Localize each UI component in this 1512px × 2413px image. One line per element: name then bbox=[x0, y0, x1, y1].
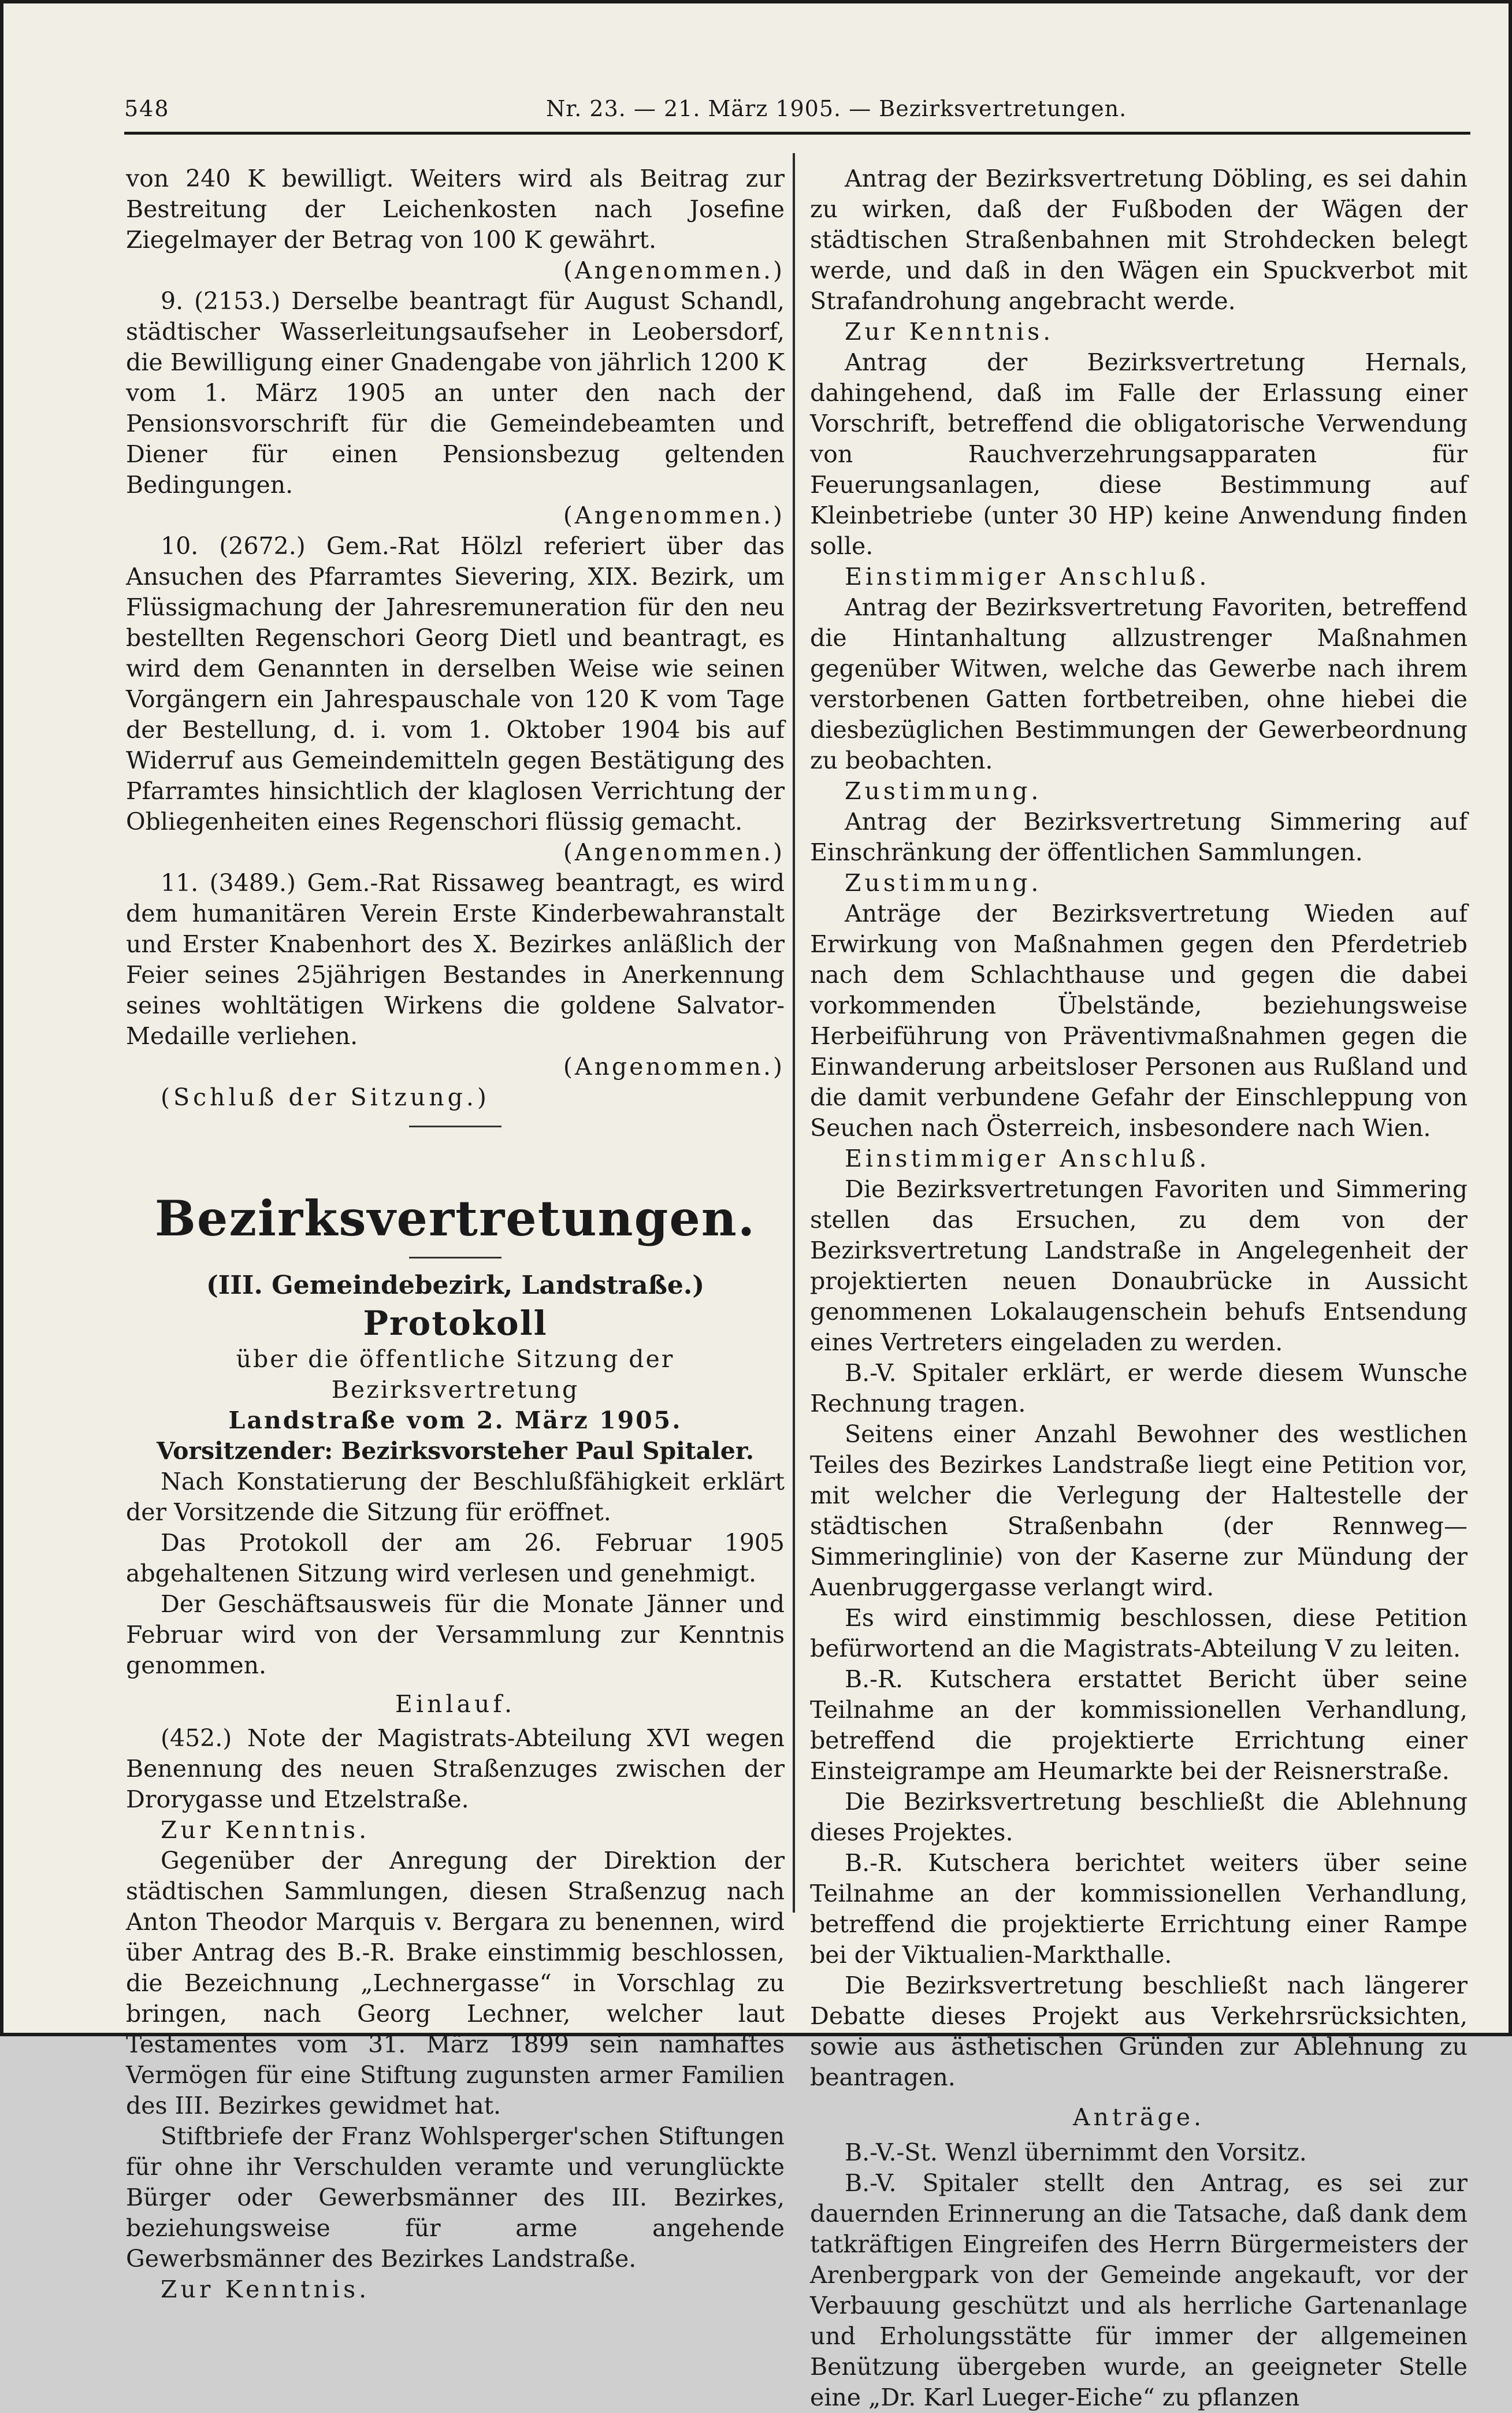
paragraph: Antrag der Bezirksvertretung Hernals, dahingehend, daß im Falle der Erlassung einer Vorschrift, betreffend die obligatorische Verwendung von Rauchverzehrungsapparaten für Feuerungsanlagen, diese Bestimmung auf Kleinbetriebe (unter 30 HP) keine Anwendung finden solle. bbox=[810, 348, 1468, 560]
paragraph: 11. (3489.) Gem.-Rat Rissaweg beantragt, es wird dem humanitären Verein Erste Kinderbewahranstalt und Erster Knabenhort des X. Bezirkes anläßlich der Feier seines 25jährigen Bestandes in Anerkennung seines wohltätigen Wirkens die goldene Salvator-Medaille verliehen. bbox=[126, 869, 785, 1050]
paragraph: Antrag der Bezirksvertretung Simmering auf Einschränkung der öffentlichen Sammlungen. bbox=[810, 808, 1468, 866]
accepted-tag: (Angenommen.) bbox=[563, 1053, 785, 1081]
issue-line: Nr. 23. — 21. März 1905. — Bezirksvertretungen. bbox=[546, 96, 1127, 121]
resolution: Zur Kenntnis. bbox=[845, 318, 1054, 346]
section-title: Bezirksvertretungen. bbox=[154, 1190, 756, 1247]
page-header bbox=[124, 92, 1465, 127]
column-divider bbox=[793, 153, 795, 1913]
paragraph: 9. (2153.) Derselbe beantragt für August Schandl, städtischer Wasserleitungsaufseher in Leobersdorf, die Bewilligung einer Gnadengabe von jährlich 1200 K vom 1. März 1905 an unter den nach der Pensionsvorschrift für die Gemeindebeamten und Diener für einen Pensionsbezug geltenden Bedingungen. bbox=[126, 287, 785, 499]
accepted-tag: (Angenommen.) bbox=[563, 502, 785, 529]
resolution: Zustimmung. bbox=[845, 777, 1042, 805]
chairman-line: Vorsitzender: Bezirksvorsteher Paul Spitaler. bbox=[157, 1437, 754, 1465]
separator-rule bbox=[409, 1126, 501, 1127]
paragraph: Nach Konstatierung der Beschlußfähigkeit erklärt der Vorsitzende die Sitzung für eröffnet. bbox=[126, 1468, 785, 1526]
paragraph: B.-V. Spitaler stellt den Antrag, es sei zur dauernden Erinnerung an die Tatsache, daß dank dem tatkräftigen Eingreifen des Herrn Bürgermeisters der Arenbergpark von der Gemeinde angekauft, vor der Verbauung geschützt und als herrliche Gartenanlage und Erholungsstätte für immer der allgemeinen Benützung übergeben wurde, an geeigneter Stelle eine „Dr. Karl Lueger-Eiche“ zu pflanzen bbox=[810, 2169, 1468, 2411]
resolution: Einstimmiger Anschluß. bbox=[845, 563, 1210, 591]
paragraph: Die Bezirksvertretungen Favoriten und Simmering stellen das Ersuchen, zu dem von der Bezirksvertretung Landstraße in Angelegenheit der projektierten neuen Donaubrücke in Aussicht genommenen Lokalaugenschein behufs Entsendung eines Vertreters eingeladen zu werden. bbox=[810, 1175, 1468, 1356]
protokoll-date: Landstraße vom 2. März 1905. bbox=[228, 1406, 682, 1434]
resolution: Zustimmung. bbox=[845, 869, 1042, 897]
subsection-title: (III. Gemeindebezirk, Landstraße.) bbox=[206, 1271, 705, 1300]
protokoll-title: Protokoll bbox=[363, 1304, 548, 1343]
einlauf-heading: Einlauf. bbox=[395, 1690, 516, 1718]
paragraph: 10. (2672.) Gem.-Rat Hölzl referiert über das Ansuchen des Pfarramtes Sievering, XIX. Bezirk, um Flüssigmachung der Jahresremuneration für den neu bestellten Regenschori Georg Dietl und beantragt, es wird dem Genannten in derselben Weise wie seinen Vorgängern ein Jahrespauschale von 120 K vom Tage der Bestellung, d. i. vom 1. Oktober 1904 bis auf Widerruf aus Gemeindemitteln gegen Bestätigung des Pfarramtes hinsichtlich der klaglosen Verrichtung der Obliegenheiten eines Regenschori flüssig gemacht. bbox=[126, 532, 785, 836]
accepted-tag: (Angenommen.) bbox=[563, 838, 785, 866]
paragraph: Der Geschäftsausweis für die Monate Jänner und Februar wird von der Versammlung zur Kenntnis genommen. bbox=[126, 1590, 785, 1679]
paragraph: von 240 K bewilligt. Weiters wird als Beitrag zur Bestreitung der Leichenkosten nach Josefine Ziegelmayer der Betrag von 100 K gewährt. bbox=[126, 165, 785, 254]
paragraph: Stiftbriefe der Franz Wohlsperger'schen Stiftungen für ohne ihr Verschulden veramte und verunglückte Bürger oder Gewerbsmänner des III. Bezirkes, beziehungsweise für arme angehende Gewerbsmänner des Bezirkes Landstraße. bbox=[126, 2122, 785, 2273]
resolution: Einstimmiger Anschluß. bbox=[845, 1145, 1210, 1172]
left-column bbox=[126, 164, 785, 2305]
paragraph: B.-R. Kutschera berichtet weiters über seine Teilnahme an der kommissionellen Verhandlung, betreffend die projektierte Errichtung einer Rampe bei der Viktualien-Markthalle. bbox=[810, 1849, 1468, 1969]
paragraph: B.-V. Spitaler erklärt, er werde diesem Wunsche Rechnung tragen. bbox=[810, 1359, 1468, 1417]
paragraph: B.-V.-St. Wenzl übernimmt den Vorsitz. bbox=[845, 2139, 1307, 2166]
accepted-tag: (Angenommen.) bbox=[563, 257, 785, 284]
paragraph: Die Bezirksvertretung beschließt die Ablehnung dieses Projektes. bbox=[810, 1788, 1468, 1846]
paragraph: Anträge der Bezirksvertretung Wieden auf Erwirkung von Maßnahmen gegen den Pferdetrieb nach dem Schlachthause und gegen die dabei vorkommenden Übelstände, beziehungsweise Herbeiführung von Präventivmaßnahmen gegen die Einwanderung arbeitsloser Personen aus Rußland und die damit verbundene Gefahr der Einschleppung von Seuchen nach Österreich, insbesondere nach Wien. bbox=[810, 900, 1468, 1142]
header-rule bbox=[124, 132, 1470, 135]
protokoll-subtitle: über die öffentliche Sitzung der Bezirksvertretung bbox=[236, 1345, 675, 1404]
right-column bbox=[810, 164, 1468, 2413]
paragraph: Seitens einer Anzahl Bewohner des westlichen Teiles des Bezirkes Landstraße liegt eine Petition vor, mit welcher die Verlegung der Haltestelle der städtischen Straßenbahn (der Rennweg—Simmeringlinie) von der Kaserne zur Mündung der Auenbruggergasse verlangt wird. bbox=[810, 1420, 1468, 1601]
paragraph: (452.) Note der Magistrats-Abteilung XVI wegen Benennung des neuen Straßenzuges zwischen der Drorygasse und Etzelstraße. bbox=[126, 1724, 785, 1813]
paragraph: Gegenüber der Anregung der Direktion der städtischen Sammlungen, diesen Straßenzug nach Anton Theodor Marquis v. Bergara zu benennen, wird über Antrag des B.-R. Brake einstimmig beschlossen, die Bezeichnung „Lechnergasse“ in Vorschlag zu bringen, nach Georg Lechner, welcher laut Testamentes vom 31. März 1899 sein namhaftes Vermögen für eine Stiftung zugunsten armer Familien des III. Bezirkes gewidmet hat. bbox=[126, 1847, 785, 2119]
antraege-heading: Anträge. bbox=[1072, 2103, 1205, 2131]
paragraph: B.-R. Kutschera erstattet Bericht über seine Teilnahme an der kommissionellen Verhandlung, betreffend die projektierte Errichtung einer Einsteigrampe am Heumarkte bei der Reisnerstraße. bbox=[810, 1665, 1468, 1785]
paragraph: Antrag der Bezirksvertretung Döbling, es sei dahin zu wirken, daß der Fußboden der Wägen der städtischen Straßenbahnen mit Strohdecken belegt werde, und daß in den Wägen ein Spuckverbot mit Strafandrohung angebracht werde. bbox=[810, 165, 1468, 315]
separator-rule bbox=[409, 1257, 501, 1259]
paragraph: Das Protokoll der am 26. Februar 1905 abgehaltenen Sitzung wird verlesen und genehmigt. bbox=[126, 1529, 785, 1587]
paragraph: Die Bezirksvertretung beschließt nach längerer Debatte dieses Projekt aus Verkehrsrücksichten, sowie aus ästhetischen Gründen zur Ablehnung zu beantragen. bbox=[810, 1972, 1468, 2091]
paragraph: Zur Kenntnis. bbox=[161, 1816, 370, 1844]
page-number: 548 bbox=[124, 96, 170, 121]
session-end: (Schluß der Sitzung.) bbox=[161, 1083, 490, 1111]
paragraph: Es wird einstimmig beschlossen, diese Petition befürwortend an die Magistrats-Abteilung V zu leiten. bbox=[810, 1604, 1468, 1662]
paragraph: Antrag der Bezirksvertretung Favoriten, betreffend die Hintanhaltung allzustrenger Maßnahmen gegenüber Witwen, welche das Gewerbe nach ihrem verstorbenen Gatten fortbetreiben, ohne hiebei die diesbezüglichen Bestimmungen der Gewerbeordnung zu beobachten. bbox=[810, 593, 1468, 774]
paragraph: Zur Kenntnis. bbox=[161, 2275, 370, 2303]
